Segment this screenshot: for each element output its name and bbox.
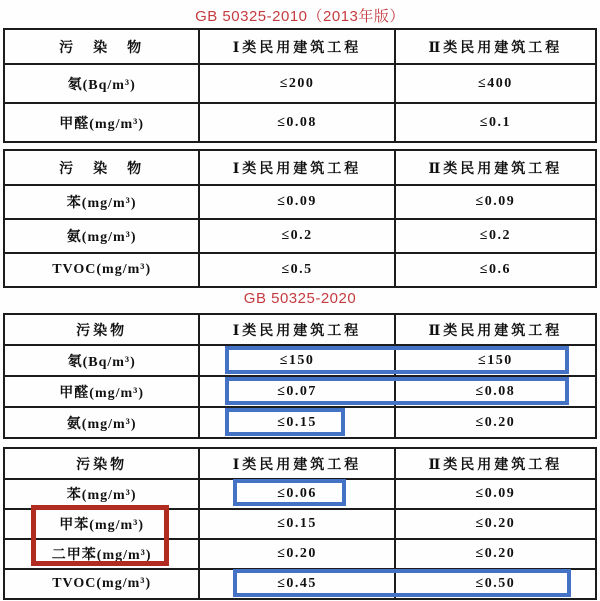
- highlight-box-formaldehyde-values: [225, 377, 569, 405]
- pollutant-cell: 氨(mg/m³): [4, 407, 199, 438]
- highlight-box-toluene-xylene-labels: [31, 505, 169, 566]
- standard-title-2010: GB 50325-2010（2013年版）: [195, 8, 405, 25]
- header-pollutant: 污 染 物: [4, 150, 199, 185]
- header-class1-building: Ⅰ类民用建筑工程: [199, 448, 394, 479]
- value-cell: ≤0.09: [395, 479, 596, 509]
- header-pollutant: 污染物: [4, 314, 199, 345]
- value-cell: ≤0.50: [395, 569, 596, 599]
- table-header-row: [4, 29, 596, 64]
- table-row-benzene: [4, 185, 596, 219]
- pollutant-cell: 氨(mg/m³): [4, 219, 199, 253]
- value-cell: ≤0.08: [199, 103, 394, 142]
- highlight-box-tvoc-values: [233, 569, 571, 597]
- pollutant-cell: 甲苯(mg/m³): [4, 509, 199, 539]
- value-cell: ≤0.07: [199, 376, 394, 407]
- value-cell: ≤0.08: [395, 376, 596, 407]
- value-cell: ≤0.1: [395, 103, 596, 142]
- pollutant-cell: TVOC(mg/m³): [4, 253, 199, 287]
- header-class1-building: Ⅰ类民用建筑工程: [199, 29, 394, 64]
- header-class2-building: Ⅱ类民用建筑工程: [395, 29, 596, 64]
- value-cell: ≤0.20: [395, 509, 596, 539]
- value-cell: ≤0.20: [199, 539, 394, 569]
- table-row-ammonia: [4, 219, 596, 253]
- header-pollutant: 污 染 物: [4, 29, 199, 64]
- highlight-box-ammonia-class1-value: [225, 408, 345, 436]
- value-cell: ≤0.15: [199, 509, 394, 539]
- value-cell: ≤0.45: [199, 569, 394, 599]
- pollutant-cell: 苯(mg/m³): [4, 479, 199, 509]
- table-gb2010-radon-formaldehyde: [3, 28, 597, 143]
- table-gb2010-benzene-ammonia-tvoc: [3, 149, 597, 288]
- pollutant-cell: 苯(mg/m³): [4, 185, 199, 219]
- header-class1-building: Ⅰ类民用建筑工程: [199, 150, 394, 185]
- pollutant-cell: 甲醛(mg/m³): [4, 103, 199, 142]
- standard-title-2020: GB 50325-2020: [243, 290, 357, 307]
- header-class2-building: Ⅱ类民用建筑工程: [395, 150, 596, 185]
- table-header-row: [4, 448, 596, 479]
- pollutant-cell: 氡(Bq/m³): [4, 345, 199, 376]
- value-cell: ≤0.15: [199, 407, 394, 438]
- highlight-box-benzene-class1-value: [233, 479, 346, 506]
- value-cell: ≤0.5: [199, 253, 394, 287]
- value-cell: ≤0.2: [199, 219, 394, 253]
- value-cell: ≤0.2: [395, 219, 596, 253]
- header-class2-building: Ⅱ类民用建筑工程: [395, 448, 596, 479]
- value-cell: ≤0.09: [395, 185, 596, 219]
- value-cell: ≤200: [199, 64, 394, 103]
- table-header-row: [4, 314, 596, 345]
- header-class2-building: Ⅱ类民用建筑工程: [395, 314, 596, 345]
- pollutant-cell: 氡(Bq/m³): [4, 64, 199, 103]
- table-row-tvoc: [4, 253, 596, 287]
- table-header-row: [4, 150, 596, 185]
- value-cell: ≤150: [199, 345, 394, 376]
- value-cell: ≤150: [395, 345, 596, 376]
- header-class1-building: Ⅰ类民用建筑工程: [199, 314, 394, 345]
- value-cell: ≤400: [395, 64, 596, 103]
- value-cell: ≤0.09: [199, 185, 394, 219]
- pollutant-cell: 二甲苯(mg/m³): [4, 539, 199, 569]
- header-pollutant: 污染物: [4, 448, 199, 479]
- value-cell: ≤0.20: [395, 407, 596, 438]
- value-cell: ≤0.6: [395, 253, 596, 287]
- pollutant-cell: 甲醛(mg/m³): [4, 376, 199, 407]
- value-cell: ≤0.20: [395, 539, 596, 569]
- highlight-box-radon-values: [225, 346, 569, 374]
- table-row-radon: [4, 64, 596, 103]
- table-row-formaldehyde: [4, 103, 596, 142]
- value-cell: ≤0.06: [199, 479, 394, 509]
- pollutant-cell: TVOC(mg/m³): [4, 569, 199, 599]
